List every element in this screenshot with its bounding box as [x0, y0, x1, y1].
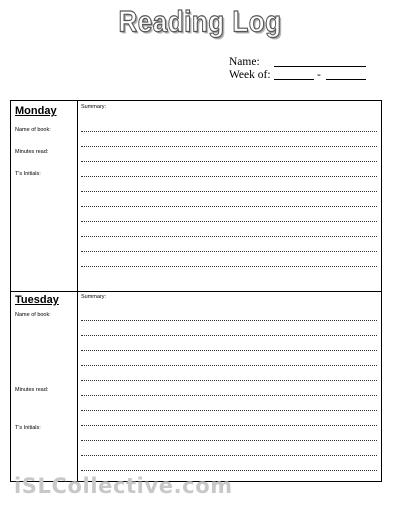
writing-line[interactable] — [81, 131, 377, 132]
watermark-footer: iSLCollective.com — [14, 474, 233, 498]
column-divider — [77, 292, 78, 481]
day-row-monday — [11, 101, 381, 292]
writing-line[interactable] — [81, 251, 377, 252]
minutes-label: Minutes read: — [15, 149, 49, 155]
week-end-line[interactable] — [326, 79, 366, 80]
writing-line[interactable] — [81, 206, 377, 207]
summary-label: Summary: — [81, 294, 107, 300]
week-field-label: Week of: — [229, 69, 271, 81]
writing-line[interactable] — [81, 191, 377, 192]
summary-label: Summary: — [81, 104, 107, 110]
writing-line[interactable] — [81, 470, 377, 471]
initials-label: T's Initials: — [15, 171, 41, 177]
writing-line[interactable] — [81, 161, 377, 162]
writing-line[interactable] — [81, 236, 377, 237]
writing-line[interactable] — [81, 380, 377, 381]
writing-line[interactable] — [81, 395, 377, 396]
reading-log-table — [10, 100, 382, 482]
day-row-tuesday — [11, 292, 381, 481]
book-label: Name of book: — [15, 127, 51, 133]
name-field-label: Name: — [229, 56, 260, 68]
writing-line[interactable] — [81, 221, 377, 222]
writing-line[interactable] — [81, 425, 377, 426]
minutes-label: Minutes read: — [15, 387, 49, 393]
week-start-line[interactable] — [274, 79, 314, 80]
initials-label: T's Initials: — [15, 425, 41, 431]
writing-line[interactable] — [81, 410, 377, 411]
column-divider — [77, 101, 78, 291]
page-title: Reading Log — [118, 3, 282, 39]
writing-line[interactable] — [81, 335, 377, 336]
day-heading: Monday — [15, 105, 57, 117]
writing-line[interactable] — [81, 365, 377, 366]
writing-line[interactable] — [81, 440, 377, 441]
writing-line[interactable] — [81, 350, 377, 351]
writing-line[interactable] — [81, 266, 377, 267]
week-dash: - — [317, 69, 321, 81]
name-field-line[interactable] — [274, 66, 366, 67]
writing-line[interactable] — [81, 176, 377, 177]
writing-line[interactable] — [81, 146, 377, 147]
day-heading: Tuesday — [15, 294, 59, 306]
book-label: Name of book: — [15, 312, 51, 318]
writing-line[interactable] — [81, 320, 377, 321]
writing-line[interactable] — [81, 455, 377, 456]
